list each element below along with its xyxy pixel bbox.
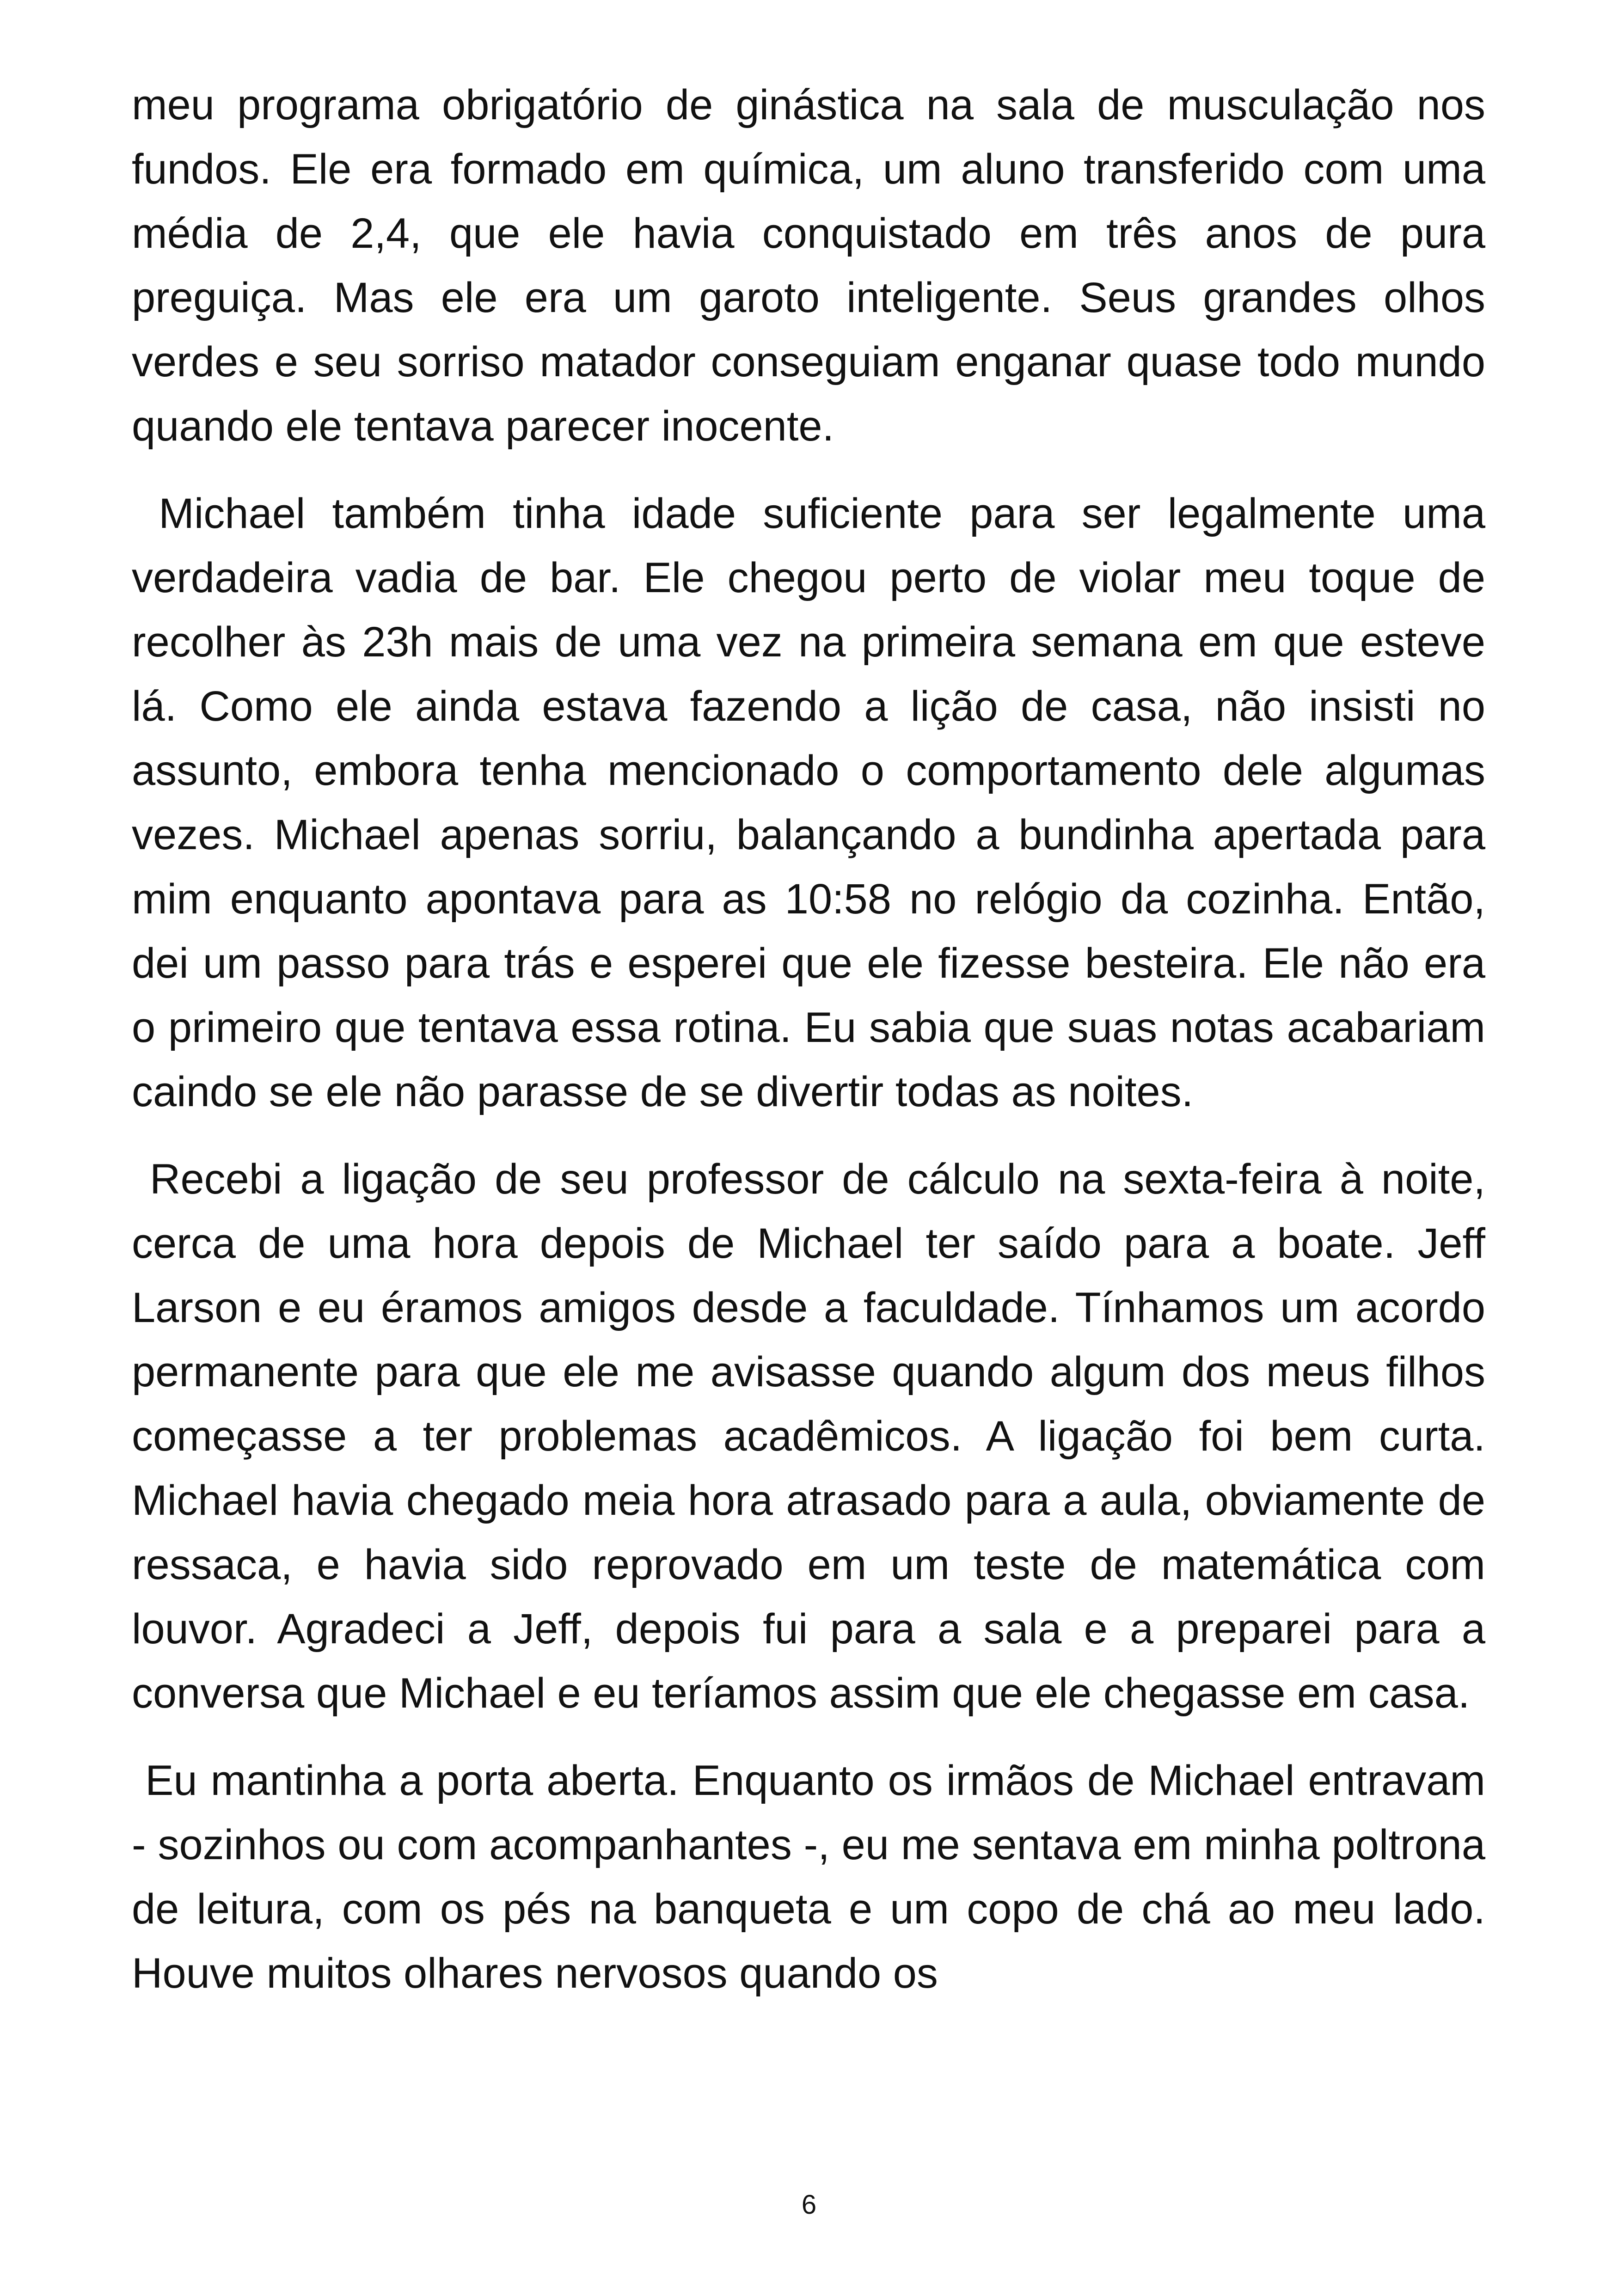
paragraph-3: Recebi a ligação de seu professor de cálculo na sexta-feira à noite, cerca de uma hora depois de Michael ter saído para a boate. Jeff Larson e eu éramos amigos desde a faculdade. Tínhamos um acordo permanente para que ele me avisasse quando algum dos meus filhos começasse a ter problemas acadêmicos. A ligação foi bem curta. Michael havia chegado meia hora atrasado para a aula, obviamente de ressaca, e havia sido reprovado em um teste de matemática com louvor. Agradeci a Jeff, depois fui para a sala e a preparei para a conversa que Michael e eu teríamos assim que ele chegasse em casa. (132, 1156, 1497, 1717)
paragraph-1: meu programa obrigatório de ginástica na sala de musculação nos fundos. Ele era formado em química, um aluno transferido com uma média de 2,4, que ele havia conquistado em três anos de pura preguiça. Mas ele era um garoto inteligente. Seus grandes olhos verdes e seu sorriso matador conseguiam enganar quase todo mundo quando ele tentava parecer inocente. (132, 81, 1497, 450)
paragraph-4: Eu mantinha a porta aberta. Enquanto os irmãos de Michael entravam - sozinhos ou com acompanhantes -, eu me sentava em minha poltrona de leitura, com os pés na banqueta e um copo de chá ao meu lado. Houve muitos olhares nervosos quando os (132, 1757, 1497, 1997)
paragraph-2: Michael também tinha idade suficiente para ser legalmente uma verdadeira vadia de bar. Ele chegou perto de violar meu toque de recolher às 23h mais de uma vez na primeira semana em que esteve lá. Como ele ainda estava fazendo a lição de casa, não insisti no assunto, embora tenha mencionado o comportamento dele algumas vezes. Michael apenas sorriu, balançando a bundinha apertada para mim enquanto apontava para as 10:58 no relógio da cozinha. Então, dei um passo para trás e esperei que ele fizesse besteira. Ele não era o primeiro que tentava essa rotina. Eu sabia que suas notas acabariam caindo se ele não parasse de se divertir todas as noites. (132, 490, 1497, 1115)
body-text (132, 73, 1497, 2029)
page-number: 6 (801, 2190, 817, 2220)
